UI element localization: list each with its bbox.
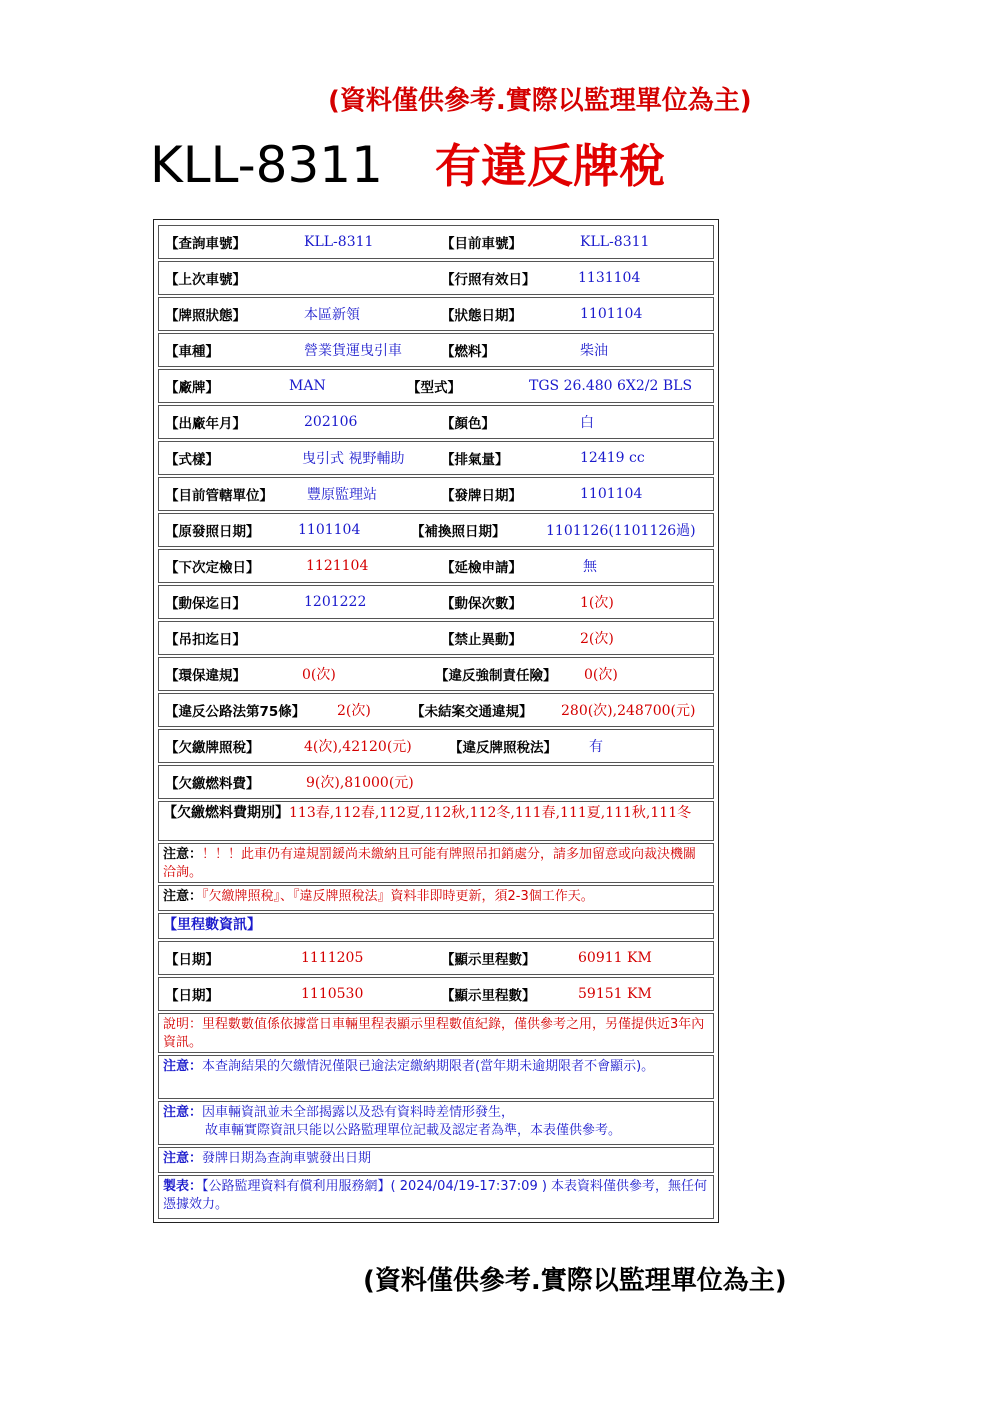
field-label: 【動保次數】 — [441, 596, 522, 612]
field-value: 0(次) — [302, 667, 336, 683]
field-label: 【排氣量】 — [441, 452, 509, 468]
field-label: 【禁止異動】 — [441, 632, 522, 648]
field-label: 【日期】 — [165, 988, 219, 1004]
table-row — [158, 297, 714, 331]
field-value: 1101126(1101126過) — [546, 523, 696, 539]
table-row — [158, 477, 714, 511]
table-row — [158, 333, 714, 367]
field-label: 【牌照狀態】 — [165, 308, 246, 324]
note-prefix: 製表： — [163, 1179, 203, 1194]
table-row — [158, 693, 714, 727]
field-value: MAN — [289, 378, 326, 394]
field-label: 【欠繳燃料費期別】 — [163, 805, 289, 821]
field-value: 1101104 — [580, 486, 643, 502]
field-label: 【車種】 — [165, 344, 219, 360]
field-value: 4(次),42120(元) — [304, 739, 412, 755]
fuel-period-row — [158, 801, 714, 841]
mileage-date: 1110530 — [301, 986, 364, 1002]
field-value: 1201222 — [304, 594, 367, 610]
field-value: 白 — [580, 415, 594, 431]
field-label: 【延檢申請】 — [441, 560, 522, 576]
note-text: ！！！此車仍有違規罰鍰尚未繳納且可能有牌照吊扣銷處分，請多加留意或向裁決機關洽詢。 — [163, 847, 697, 880]
field-value: 1131104 — [578, 270, 641, 286]
field-label: 【目前車號】 — [441, 236, 522, 252]
field-value: 本區新領 — [304, 307, 360, 323]
table-row — [158, 441, 714, 475]
table-row — [158, 549, 714, 583]
field-label: 【上次車號】 — [165, 272, 246, 288]
table-row — [158, 369, 714, 403]
note-text: 因車輛資訊並未全部揭露以及恐有資料時差情形發生， — [202, 1105, 515, 1120]
note-prefix: 注意： — [163, 1105, 203, 1120]
field-label: 【顯示里程數】 — [441, 988, 536, 1004]
field-value: 113春,112春,112夏,112秋,112冬,111春,111夏,111秋,111冬 — [289, 805, 692, 821]
table-row — [158, 585, 714, 619]
field-value: 1101104 — [580, 306, 643, 322]
table-row — [158, 621, 714, 655]
plate-number: KLL-8311 — [150, 136, 383, 194]
field-label: 【廠牌】 — [165, 380, 219, 396]
note-text: 故車輛實際資訊只能以公路監理單位記載及認定者為準，本表僅供參考。 — [205, 1123, 622, 1138]
field-label: 【查詢車號】 — [165, 236, 246, 252]
field-value: 曳引式 視野輔助 — [302, 451, 405, 467]
field-label: 【發牌日期】 — [441, 488, 522, 504]
field-label: 【狀態日期】 — [441, 308, 522, 324]
field-value: 無 — [583, 559, 597, 575]
note-prefix: 注意： — [163, 847, 203, 862]
field-value: KLL-8311 — [580, 234, 650, 250]
field-value: 1(次) — [580, 595, 614, 611]
vehicle-report — [153, 219, 719, 1223]
field-value: 柴油 — [580, 343, 608, 359]
warning-note — [158, 885, 714, 911]
field-label: 【顯示里程數】 — [441, 952, 536, 968]
note-text: 【公路監理資料有償利用服務網】( 2024/04/19-17:37:09 ) 本表資料僅供參考，無任何憑據效力。 — [163, 1179, 708, 1212]
mileage-km: 59151 KM — [578, 986, 652, 1002]
table-row — [158, 765, 714, 799]
field-value: 有 — [589, 739, 603, 755]
mileage-row — [158, 941, 714, 975]
field-value: 營業貨運曳引車 — [304, 343, 402, 359]
info-note — [158, 1055, 714, 1099]
table-row — [158, 225, 714, 259]
table-row — [158, 261, 714, 295]
field-label: 【違反牌照稅法】 — [449, 740, 557, 756]
field-label: 【欠繳燃料費】 — [165, 776, 260, 792]
field-label: 【顏色】 — [441, 416, 495, 432]
mileage-explain: 說明：里程數數值係依據當日車輛里程表顯示里程數值紀錄，僅供參考之用，另僅提供近3年內資訊。 — [158, 1013, 714, 1053]
violation-status: 有違反牌稅 — [434, 139, 665, 193]
note-text: 發牌日期為查詢車號發出日期 — [202, 1151, 372, 1166]
field-value: 豐原監理站 — [307, 487, 377, 503]
field-label: 【違反公路法第75條】 — [165, 704, 306, 720]
field-label: 【補換照日期】 — [411, 524, 506, 540]
field-value: 2(次) — [337, 703, 371, 719]
field-label: 【型式】 — [407, 380, 461, 396]
mileage-date: 1111205 — [301, 950, 364, 966]
mileage-row — [158, 977, 714, 1011]
field-value: 1101104 — [298, 522, 361, 538]
field-label: 【動保迄日】 — [165, 596, 246, 612]
info-note — [158, 1101, 714, 1145]
note-text: 本查詢結果的欠繳情況僅限已逾法定繳納期限者(當年期未逾期限者不會顯示)。 — [202, 1059, 655, 1074]
field-value: 12419 cc — [580, 450, 645, 466]
field-label: 【未結案交通違規】 — [411, 704, 533, 720]
field-value: 1121104 — [306, 558, 369, 574]
field-label: 【出廠年月】 — [165, 416, 246, 432]
field-label: 【原發照日期】 — [165, 524, 260, 540]
field-label: 【吊扣迄日】 — [165, 632, 246, 648]
note-text: 『欠繳牌照稅』、『違反牌照稅法』資料非即時更新，須2-3個工作天。 — [202, 889, 594, 904]
field-value: 2(次) — [580, 631, 614, 647]
table-row — [158, 729, 714, 763]
warning-note — [158, 843, 714, 883]
source-note — [158, 1175, 714, 1219]
field-value: 0(次) — [584, 667, 618, 683]
field-value: 9(次),81000(元) — [306, 775, 414, 791]
table-row — [158, 405, 714, 439]
table-row — [158, 657, 714, 691]
field-value: KLL-8311 — [304, 234, 374, 250]
field-label: 【式樣】 — [165, 452, 219, 468]
field-value: 280(次),248700(元) — [561, 703, 696, 719]
top-disclaimer: (資料僅供參考.實際以監理單位為主) — [328, 86, 752, 116]
note-prefix: 注意： — [163, 1059, 203, 1074]
mileage-header: 【里程數資訊】 — [158, 913, 714, 939]
mileage-km: 60911 KM — [578, 950, 652, 966]
bottom-disclaimer: (資料僅供參考.實際以監理單位為主) — [363, 1266, 787, 1296]
note-prefix: 注意： — [163, 889, 203, 904]
field-value: 202106 — [304, 414, 358, 430]
page-title — [150, 136, 665, 194]
field-label: 【違反強制責任險】 — [435, 668, 557, 684]
field-label: 【下次定檢日】 — [165, 560, 260, 576]
field-label: 【欠繳牌照稅】 — [165, 740, 260, 756]
field-label: 【環保違規】 — [165, 668, 246, 684]
field-label: 【日期】 — [165, 952, 219, 968]
info-note — [158, 1147, 714, 1173]
field-label: 【行照有效日】 — [441, 272, 536, 288]
note-prefix: 注意： — [163, 1151, 203, 1166]
field-label: 【燃料】 — [441, 344, 495, 360]
table-row — [158, 513, 714, 547]
field-value: TGS 26.480 6X2/2 BLS — [529, 378, 693, 394]
field-label: 【目前管轄單位】 — [165, 488, 273, 504]
